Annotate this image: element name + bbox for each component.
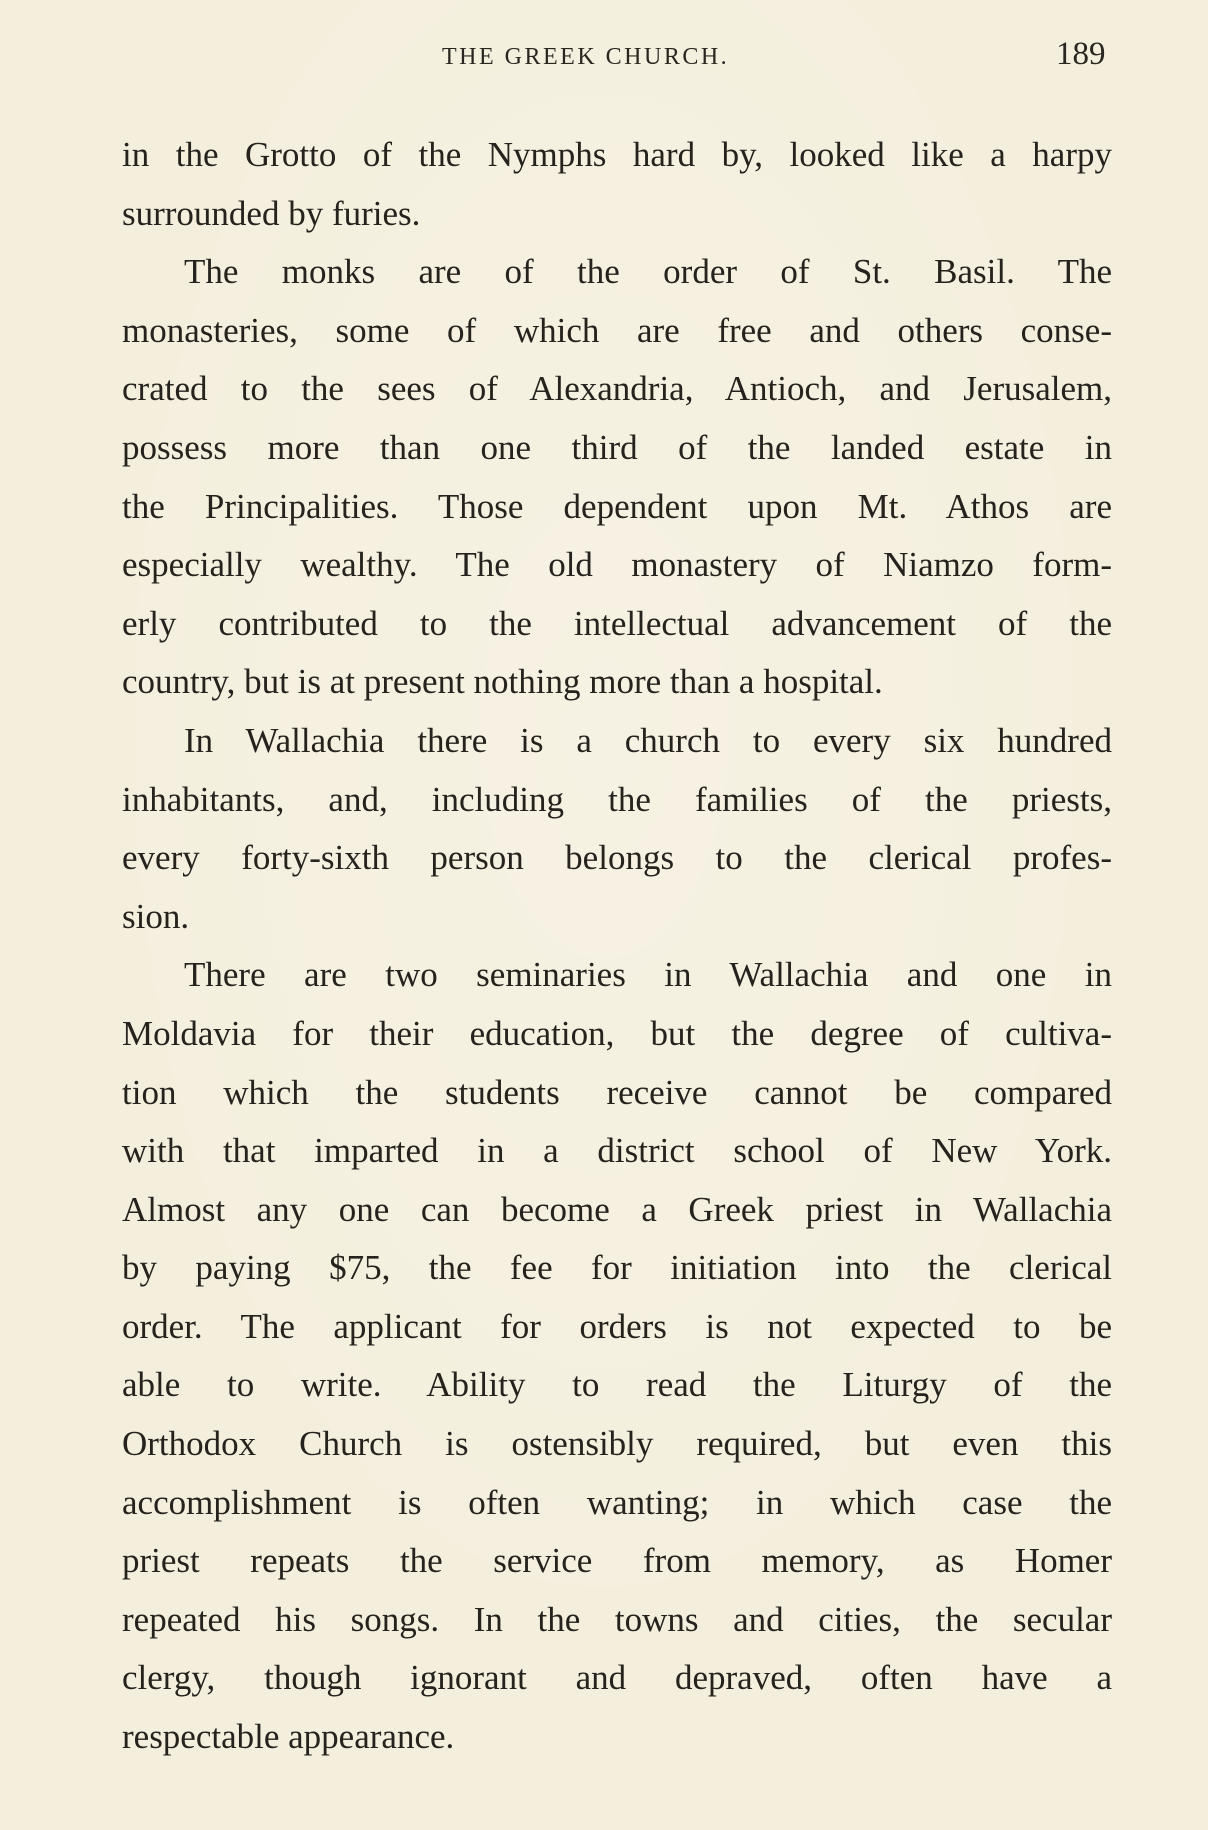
text-line: country, but is at present nothing more than a hospital. <box>122 662 883 702</box>
text-line: especially wealthy. The old monastery of Niamzo form- <box>122 545 1112 585</box>
text-line: the Principalities. Those dependent upon Mt. Athos are <box>122 486 1112 526</box>
text-line: accomplishment is often wanting; in which case the <box>122 1482 1112 1522</box>
text-line: by paying $75, the fee for initiation into the clerical <box>122 1248 1112 1288</box>
text-line: able to write. Ability to read the Liturgy of the <box>122 1365 1112 1405</box>
page-number: 189 <box>1056 36 1106 72</box>
text-line: Moldavia for their education, but the degree of cultiva- <box>122 1013 1112 1053</box>
text-line: Almost any one can become a Greek priest in Wallachia <box>122 1189 1112 1229</box>
text-line: crated to the sees of Alexandria, Antioch, and Jerusalem, <box>122 369 1112 409</box>
text-line: tion which the students receive cannot be compared <box>122 1072 1112 1112</box>
text-line: monasteries, some of which are free and others conse- <box>122 310 1112 350</box>
text-line: inhabitants, and, including the families of the priests, <box>122 779 1112 819</box>
body-text <box>122 126 1112 1767</box>
text-line: sion. <box>122 896 190 936</box>
text-line: order. The applicant for orders is not expected to be <box>122 1306 1112 1346</box>
text-line: every forty-sixth person belongs to the clerical profes- <box>122 838 1112 878</box>
text-line: erly contributed to the intellectual advancement of the <box>122 603 1112 643</box>
text-line: Orthodox Church is ostensibly required, but even this <box>122 1424 1112 1464</box>
text-line: with that imparted in a district school of New York. <box>122 1131 1112 1171</box>
text-line: In Wallachia there is a church to every six hundred <box>184 720 1112 760</box>
text-line: priest repeats the service from memory, as Homer <box>122 1541 1112 1581</box>
text-line: surrounded by furies. <box>122 193 421 233</box>
text-line: possess more than one third of the landed estate in <box>122 427 1112 467</box>
text-line: The monks are of the order of St. Basil. The <box>184 252 1112 292</box>
text-line: clergy, though ignorant and depraved, often have a <box>122 1658 1112 1698</box>
text-line: in the Grotto of the Nymphs hard by, looked like a harpy <box>122 135 1112 174</box>
text-line: repeated his songs. In the towns and cities, the secular <box>122 1599 1112 1639</box>
text-line: There are two seminaries in Wallachia and one in <box>184 955 1112 995</box>
running-head-title: THE GREEK CHURCH. <box>442 44 730 70</box>
running-head <box>0 30 1208 80</box>
text-line: respectable appearance. <box>122 1717 455 1757</box>
